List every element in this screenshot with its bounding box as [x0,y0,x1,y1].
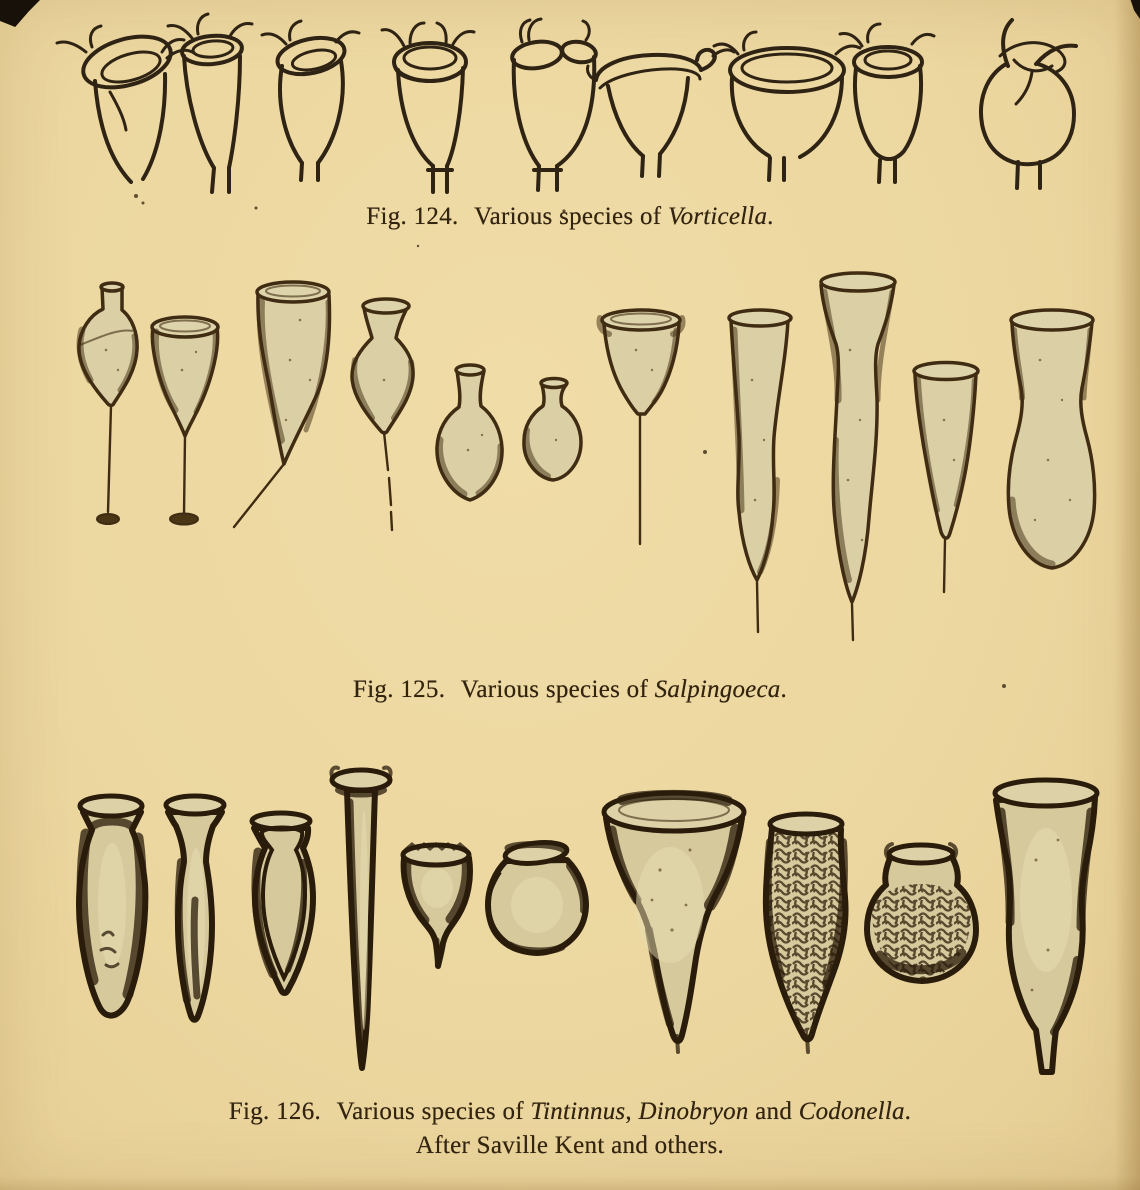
salpingoeca-4 [352,299,413,530]
salpingoeca-7 [599,310,682,544]
fig124-label: Fig. 124. [366,203,459,230]
salpingoeca-8 [729,310,791,632]
fig126-organism-3 [252,813,313,993]
fig126-genus-3: Codonella [798,1098,905,1125]
fig126-caption-line1: Fig. 126. Various species of Tintinnus, Dinobryon and Codonella. [228,1098,912,1125]
fig126-caption-line2: After Saville Kent and others. [415,1132,725,1159]
vorticella-6 [587,50,734,176]
salpingoeca-5 [437,365,502,500]
vorticella-1 [57,26,194,205]
fig126-genus-1: Tintinnus [530,1098,626,1125]
vorticella-5 [510,19,597,190]
fig126-organism-5 [403,844,470,966]
fig126-organism-6 [488,840,586,953]
salpingoeca-1 [79,283,137,524]
fig126-organism-2 [166,796,224,1020]
vorticella-3 [262,21,359,180]
page-edge-shadow-right [1114,0,1140,1190]
fig126-label: Fig. 126. [228,1098,322,1125]
salpingoeca-11 [1008,310,1094,568]
fig125-caption: Fig. 125. Various species of Salpingoeca. [352,676,788,703]
vorticella-9 [981,20,1076,188]
fig125-text: Various species of [460,676,655,703]
fig125-label: Fig. 125. [352,676,446,703]
fig125-illustration [79,273,1095,688]
fig126-genus-2: Dinobryon [638,1098,749,1125]
fig126-organism-4 [331,767,390,1068]
fig124-caption: Fig. 124. Various species of Vorticella. [366,203,774,230]
fig126-organism-9 [867,844,976,981]
vorticella-8 [840,24,934,182]
salpingoeca-10 [914,363,978,593]
vorticella-7 [714,32,860,180]
fig125-genus: Salpingoeca [654,676,781,703]
page-edge-shadow-bottom [0,1176,1140,1190]
fig126-caption [0,1098,1140,1160]
fig126-illustration [79,767,1097,1072]
fig126-organism-10 [995,780,1097,1072]
vorticella-4 [382,23,474,192]
salpingoeca-2 [152,317,218,525]
fig124-genus: Vorticella [667,203,768,230]
fig126-organism-1 [79,796,145,1016]
salpingoeca-9 [821,273,895,640]
fig126-organism-7 [604,793,744,1052]
salpingoeca-6 [524,379,581,481]
fig126-organism-8 [766,814,846,1052]
salpingoeca-3 [234,282,330,527]
fig124-text: Various species of [474,203,668,230]
